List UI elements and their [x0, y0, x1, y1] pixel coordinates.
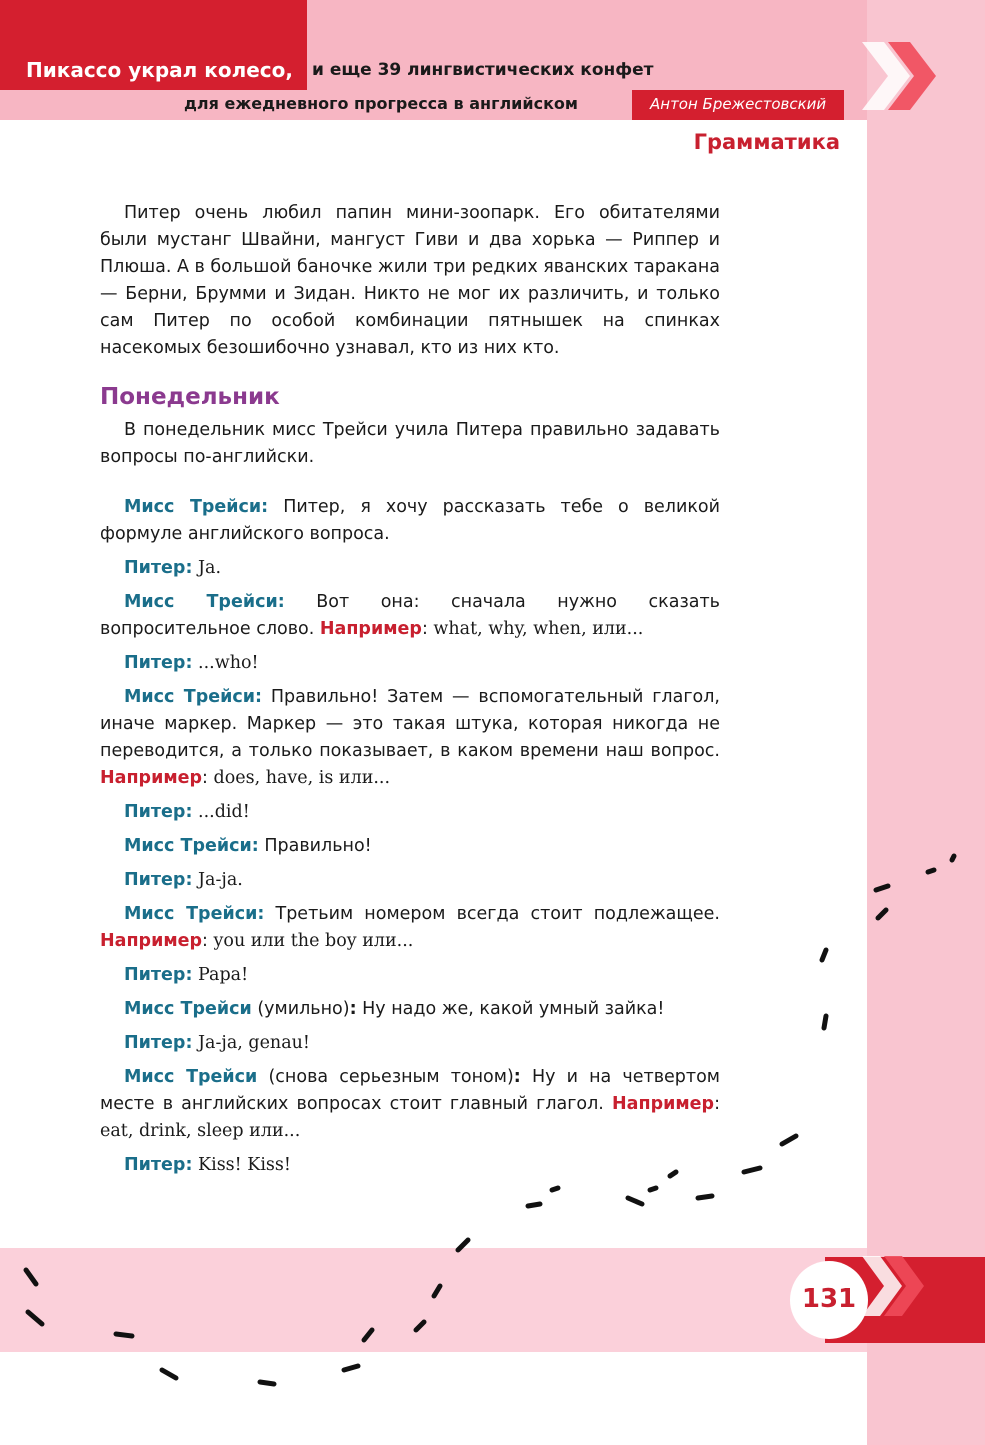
speaker-label: Питер:: [124, 1155, 193, 1175]
speaker-label: Мисс Трейси:: [124, 687, 263, 707]
dialogue-line: Мисс Трейси (умильно): Ну надо же, какой умный зайка!: [124, 999, 665, 1019]
speaker-label: Мисс Трейси:: [124, 592, 285, 612]
speaker-label: Питер:: [124, 965, 193, 985]
dialogue-line: Питер: Papa!: [124, 965, 249, 985]
example-label: Например: [612, 1094, 715, 1114]
book-subtitle: для ежедневного прогресса в английском: [184, 94, 578, 113]
dialogue-line: Питер: Ja-ja.: [124, 870, 243, 890]
example-label: Например: [100, 931, 203, 951]
speaker-label: Мисс Трейси:: [124, 836, 259, 856]
dialogue-line: Питер: Kiss! Kiss!: [124, 1155, 291, 1175]
example-label: Например: [100, 768, 203, 788]
book-title-continuation: и еще 39 лингвистических конфет: [312, 60, 654, 80]
page-number: 131: [801, 1284, 857, 1314]
dialogue-line: Питер: ...did!: [124, 802, 250, 822]
speaker-label: Питер:: [124, 653, 193, 673]
intro-paragraph: Питер очень любил папин мини-зоопарк. Его обитателями были мустанг Швайни, мангуст Гиви и два хорька — Риппер и Плюша. А в большой баночке жили три редких яванских таракана — Берни, Брумми и Зидан. Никто не мог их различить, и только сам Питер по особой комбинации пятнышек на спинках насекомых безошибочно узнавал, кто из них кто.: [100, 203, 720, 358]
monday-intro: В понедельник мисс Трейси учила Питера правильно задавать вопросы по-английски.: [100, 420, 720, 467]
dialogue-line: Питер: Ja.: [124, 558, 222, 578]
speaker-label: Питер:: [124, 802, 193, 822]
dialogue-line: Мисс Трейси: Правильно!: [124, 836, 372, 856]
dialogue-line: Питер: Ja-ja, genau!: [124, 1033, 310, 1053]
speaker-label: Мисс Трейси:: [124, 904, 265, 924]
dialogue-line: Мисс Трейси: Питер, я хочу рассказать тебе о великой формуле английского вопроса.: [100, 497, 721, 544]
speaker-label: Питер:: [124, 1033, 193, 1053]
speaker-label: Мисс Трейси: [124, 1067, 258, 1087]
section-heading: Понедельник: [100, 384, 280, 410]
speaker-label: Питер:: [124, 558, 193, 578]
dialogue-line: Мисс Трейси (снова серьезным тоном): Ну и на четвертом месте в английских вопросах стоит главный глагол. Например: eat, drink, sleep или...: [100, 1067, 720, 1141]
section-label: Грамматика: [693, 130, 840, 154]
dialogue-line: Питер: ...who!: [124, 653, 259, 673]
dialogue-line: Мисс Трейси: Третьим номером всегда стоит подлежащее. Например: you или the boy или...: [100, 904, 720, 951]
speaker-label: Мисс Трейси:: [124, 497, 269, 517]
dialogue-line: Мисс Трейси: Правильно! Затем — вспомогательный глагол, иначе маркер. Маркер — это такая штука, которая никогда не переводится, а только показывает, в каком времени наш вопрос. Например: does, have, is или...: [100, 687, 720, 788]
speaker-label: Мисс Трейси: [124, 999, 252, 1019]
dialogue-line: Мисс Трейси: Вот она: сначала нужно сказать вопросительное слово. Например: what, why, when, или...: [100, 592, 720, 639]
speaker-label: Питер:: [124, 870, 193, 890]
author-name: Антон Брежестовский: [650, 95, 827, 113]
example-label: Например: [319, 619, 422, 639]
book-title: Пикассо украл колесо,: [26, 58, 293, 82]
